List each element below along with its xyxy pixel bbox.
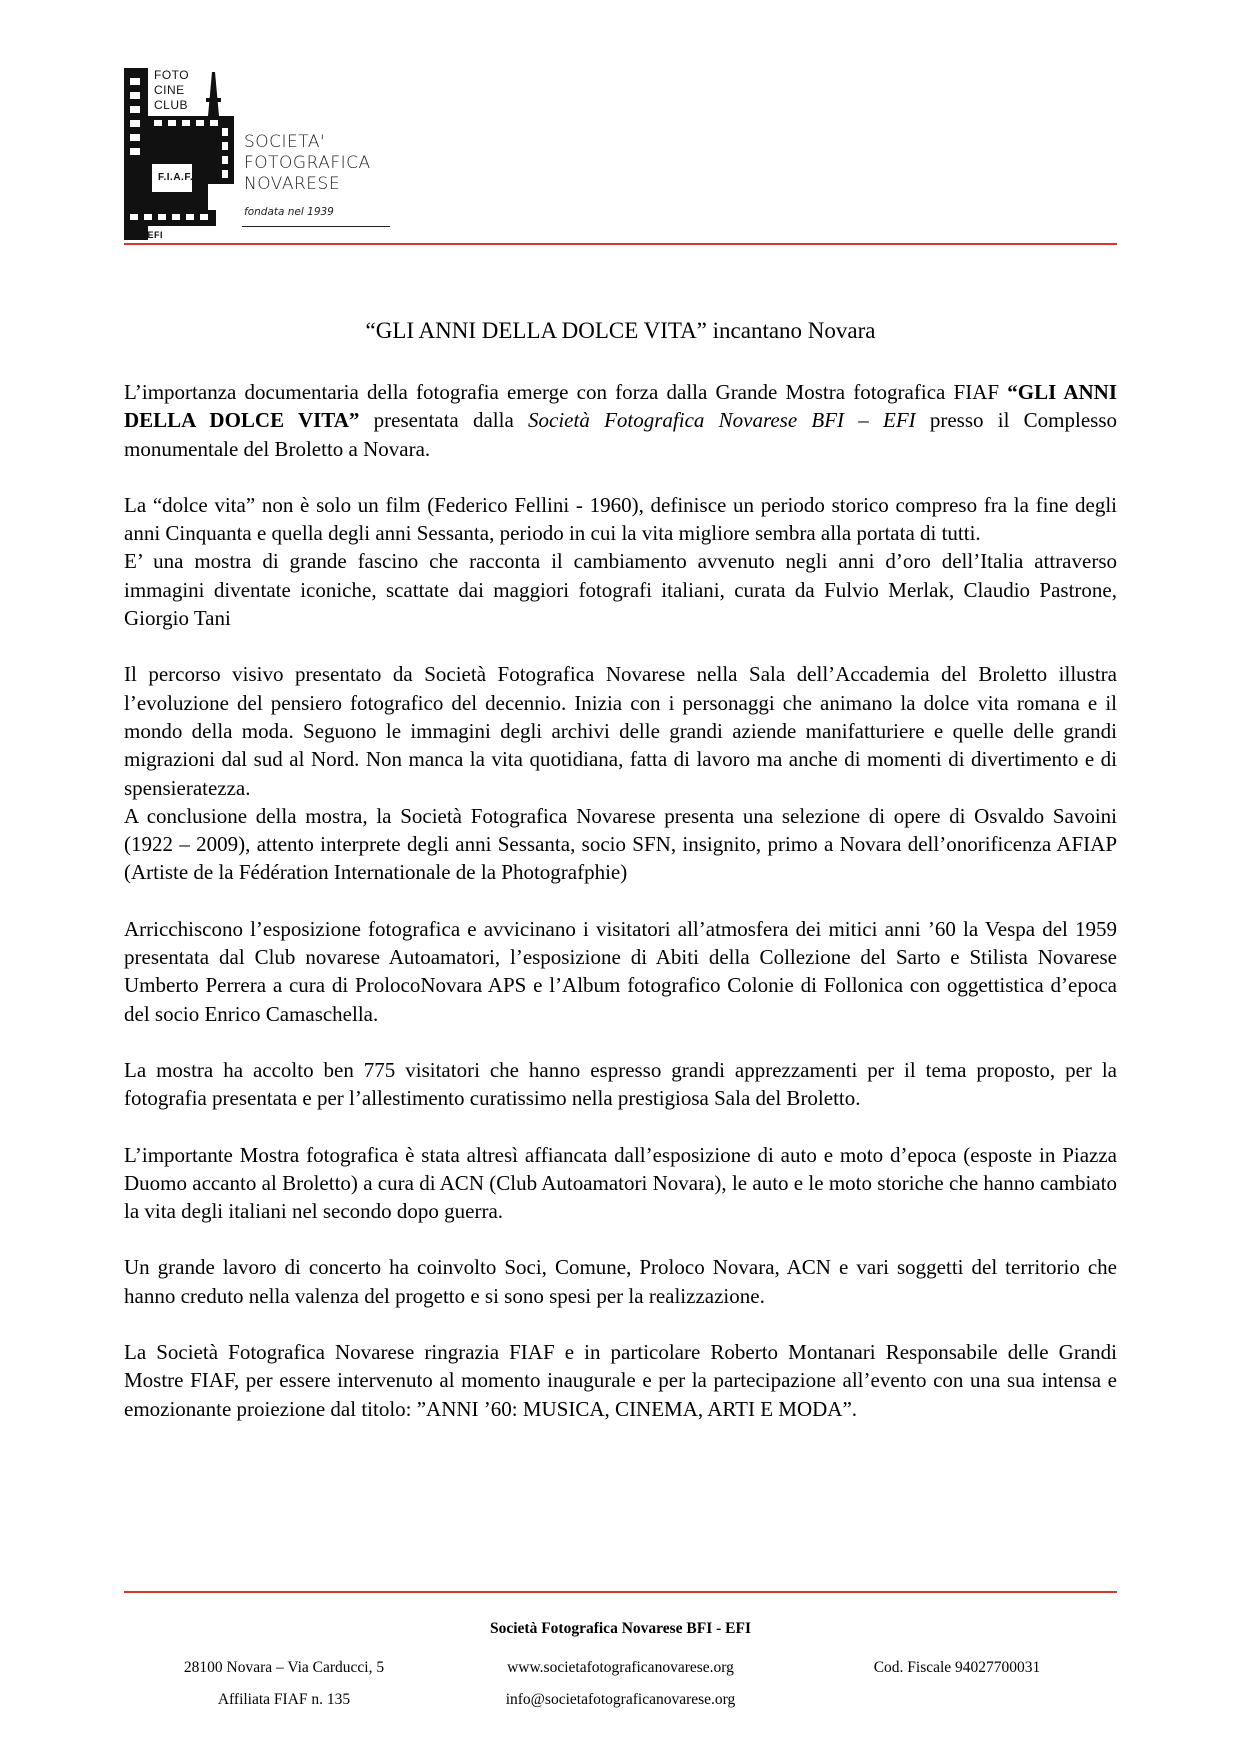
logo-underline — [242, 226, 390, 227]
document-body — [124, 378, 1117, 1423]
paragraph-ringraziamenti: La Società Fotografica Novarese ringrazia FIAF e in particolare Roberto Montanari Responsabile delle Grandi Mostre FIAF, per essere intervenuto al momento inaugurale e per la partecipazione all’evento con una sua intensa e emozionante proiezione dal titolo: ”ANNI ’60: MUSICA, CINEMA, ARTI E MODA”. — [124, 1340, 1117, 1421]
paragraph-auto-moto: L’importante Mostra fotografica è stata altresì affiancata dall’esposizione di auto e moto d’epoca (esposte in Piazza Duomo accanto al Broletto) a cura di ACN (Club Autoamatori Novara), le auto e le moto storiche che hanno cambiato la vita degli italiani nel secondo dopo guerra. — [124, 1142, 1117, 1224]
paragraph-lavoro: Un grande lavoro di concerto ha coinvolto Soci, Comune, Proloco Novara, ACN e vari soggetti del territorio che hanno creduto nella valenza del progetto e si sono spesi per la realizzazione. — [124, 1255, 1117, 1308]
paragraph-arricchiscono: Arricchiscono l’esposizione fotografica e avvicinano i visitatori all’atmosfera dei mitici anni ’60 la Vespa del 1959 presentata dal Club novarese Autoamatori, l’esposizione di Abiti della Collezione del Sarto e Stilista Novarese Umberto Perrera a cura di ProlocoNovara APS e l’Album fotografico Colonie di Follonica con oggettistica d’epoca del socio Enrico Camaschella. — [124, 916, 1117, 1026]
logo-foto-cine-club: FOTO CINE CLUB — [154, 68, 190, 112]
logo-fiaf-label: F.I.A.F. — [158, 172, 194, 183]
logo-society-name: SOCIETA' FOTOGRAFICA NOVARESE — [244, 132, 371, 194]
society-logo — [124, 68, 394, 240]
paragraph-visitors: La mostra ha accolto ben 775 visitatori che hanno espresso grandi apprezzamenti per il tema proposto, per la fotografia presentata e per l’allestimento curatissimo nella prestigiosa Sala del Broletto. — [124, 1057, 1117, 1111]
logo-bfi-label: BFI-EFI — [128, 230, 163, 240]
paragraph-intro: L’importanza documentaria della fotografia emerge con forza dalla Grande Mostra fotografica FIAF “GLI ANNI DELLA DOLCE VITA” presentata dalla Società Fotografica Novarese BFI – EFI presso il Complesso monumentale del Broletto a Novara. — [124, 380, 1117, 461]
paragraph-percorso: Il percorso visivo presentato da Società Fotografica Novarese nella Sala dell’Accademia del Broletto illustra l’evoluzione del pensiero fotografico del decennio. Inizia con i personaggi che animano la dolce vita romana e il mondo della moda. Seguono le immagini degli archivi delle grandi aziende manifatturiere e quelle delle grandi migrazioni dal sud al Nord. Non manca la vita quotidiana, fatta di lavoro ma anche di momenti di divertimento e di spensieratezza. — [124, 662, 1117, 800]
paragraph-savoini: A conclusione della mostra, la Società Fotografica Novarese presenta una selezione di opere di Osvaldo Savoini (1922 – 2009), attento interprete degli anni Sessanta, socio SFN, insignito, primo a Novara dell’onorificenza AFIAP (Artiste de la Fédération Internationale de la Photografphie) — [124, 803, 1117, 885]
footer-address: 28100 Novara – Via Carducci, 5 — [183, 1659, 385, 1676]
footer-fiscal-code: Cod. Fiscale 94027700031 — [873, 1659, 1041, 1676]
paragraph-exhibition: E’ una mostra di grande fascino che racconta il cambiamento avvenuto negli anni d’oro dell’Italia attraverso immagini diventate iconiche, scattate dai maggiori fotografi italiani, curata da Fulvio Merlak, Claudio Pastrone, Giorgio Tani — [124, 549, 1117, 631]
footer-website-link[interactable]: www.societafotograficanovarese.org — [507, 1659, 734, 1676]
footer — [124, 1620, 1117, 1716]
footer-affiliation: Affiliata FIAF n. 135 — [217, 1691, 351, 1708]
document-title: “GLI ANNI DELLA DOLCE VITA” incantano Novara — [365, 318, 876, 343]
footer-divider — [124, 1591, 1117, 1593]
header-divider — [124, 243, 1117, 245]
footer-org-name: Società Fotografica Novarese BFI - EFI — [489, 1620, 751, 1637]
logo-founded-text: fondata nel 1939 — [244, 206, 334, 218]
paragraph-dolce-vita: La “dolce vita” non è solo un film (Federico Fellini - 1960), definisce un periodo storico compreso fra la fine degli anni Cinquanta e quella degli anni Sessanta, periodo in cui la vita migliore sembra alla portata di tutti. — [124, 492, 1117, 546]
exhibition-name: “GLI ANNI DELLA DOLCE VITA” — [124, 380, 1117, 433]
footer-email-link[interactable]: info@societafotograficanovarese.org — [505, 1691, 736, 1708]
society-name-italic: Società Fotografica Novarese BFI – EFI — [528, 408, 916, 433]
